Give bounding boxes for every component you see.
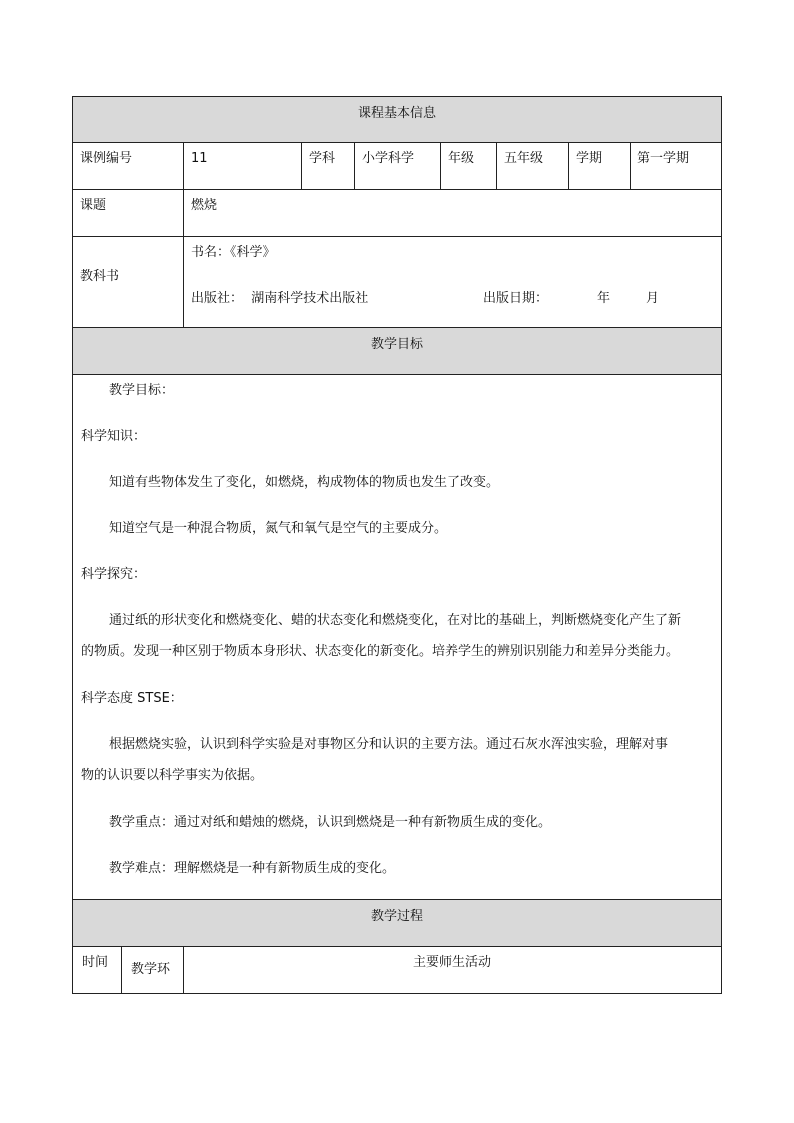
textbook-label: 教科书 bbox=[80, 269, 120, 284]
col-time: 时间 bbox=[82, 955, 109, 970]
knowledge-item-2: 知道空气是一种混合物质，氮气和氧气是空气的主要成分。 bbox=[109, 521, 448, 536]
objectives-heading: 教学目标： bbox=[109, 383, 175, 398]
grade-label: 年级 bbox=[448, 151, 475, 166]
inquiry-line-2: 的物质。发现一种区别于物质本身形状、状态变化的新变化。培养学生的辨别识别能力和差异分类能力。 bbox=[81, 644, 680, 659]
inquiry-heading: 科学探究： bbox=[81, 567, 147, 582]
attitude-heading: 科学态度 STSE： bbox=[81, 691, 183, 706]
col-stage: 教学环 bbox=[131, 962, 171, 977]
objectives-title: 教学目标 bbox=[370, 337, 423, 352]
topic-row bbox=[72, 189, 722, 237]
objectives-header bbox=[72, 327, 722, 375]
textbook-row bbox=[72, 236, 722, 328]
process-header bbox=[72, 899, 722, 947]
course-id-value: 11 bbox=[191, 151, 208, 166]
attitude-line-2: 物的认识要以科学事实为依据。 bbox=[81, 768, 264, 783]
course-info-row bbox=[72, 142, 722, 190]
knowledge-heading: 科学知识： bbox=[81, 429, 147, 444]
topic-value: 燃烧 bbox=[191, 198, 218, 213]
book-name: 书名：《科学》 bbox=[191, 245, 276, 260]
objectives-body bbox=[72, 374, 722, 900]
process-columns-row bbox=[72, 946, 722, 994]
difficult-point: 教学难点：理解燃烧是一种有新物质生成的变化。 bbox=[109, 861, 396, 876]
course-id-label: 课例编号 bbox=[80, 151, 133, 166]
publish-date-label: 出版日期： bbox=[483, 291, 549, 306]
publisher: 出版社： 湖南科学技术出版社 bbox=[191, 291, 369, 306]
basic-info-header bbox=[72, 96, 722, 143]
col-activity: 主要师生活动 bbox=[412, 955, 491, 970]
publish-year-label: 年 bbox=[597, 291, 611, 306]
process-title: 教学过程 bbox=[370, 909, 423, 924]
term-label: 学期 bbox=[576, 151, 603, 166]
knowledge-item-1: 知道有些物体发生了变化，如燃烧，构成物体的物质也发生了改变。 bbox=[109, 475, 500, 490]
grade-value: 五年级 bbox=[504, 151, 544, 166]
key-point: 教学重点：通过对纸和蜡烛的燃烧，认识到燃烧是一种有新物质生成的变化。 bbox=[109, 815, 552, 830]
publish-month-label: 月 bbox=[646, 291, 660, 306]
subject-label: 学科 bbox=[309, 151, 336, 166]
basic-info-title: 课程基本信息 bbox=[357, 106, 436, 121]
attitude-line-1: 根据燃烧实验，认识到科学实验是对事物区分和认识的主要方法。通过石灰水浑浊实验，理解对事 bbox=[109, 737, 669, 752]
subject-value: 小学科学 bbox=[362, 151, 415, 166]
term-value: 第一学期 bbox=[637, 151, 690, 166]
topic-label: 课题 bbox=[80, 198, 107, 213]
inquiry-line-1: 通过纸的形状变化和燃烧变化、蜡的状态变化和燃烧变化，在对比的基础上，判断燃烧变化产生了新 bbox=[109, 613, 682, 628]
